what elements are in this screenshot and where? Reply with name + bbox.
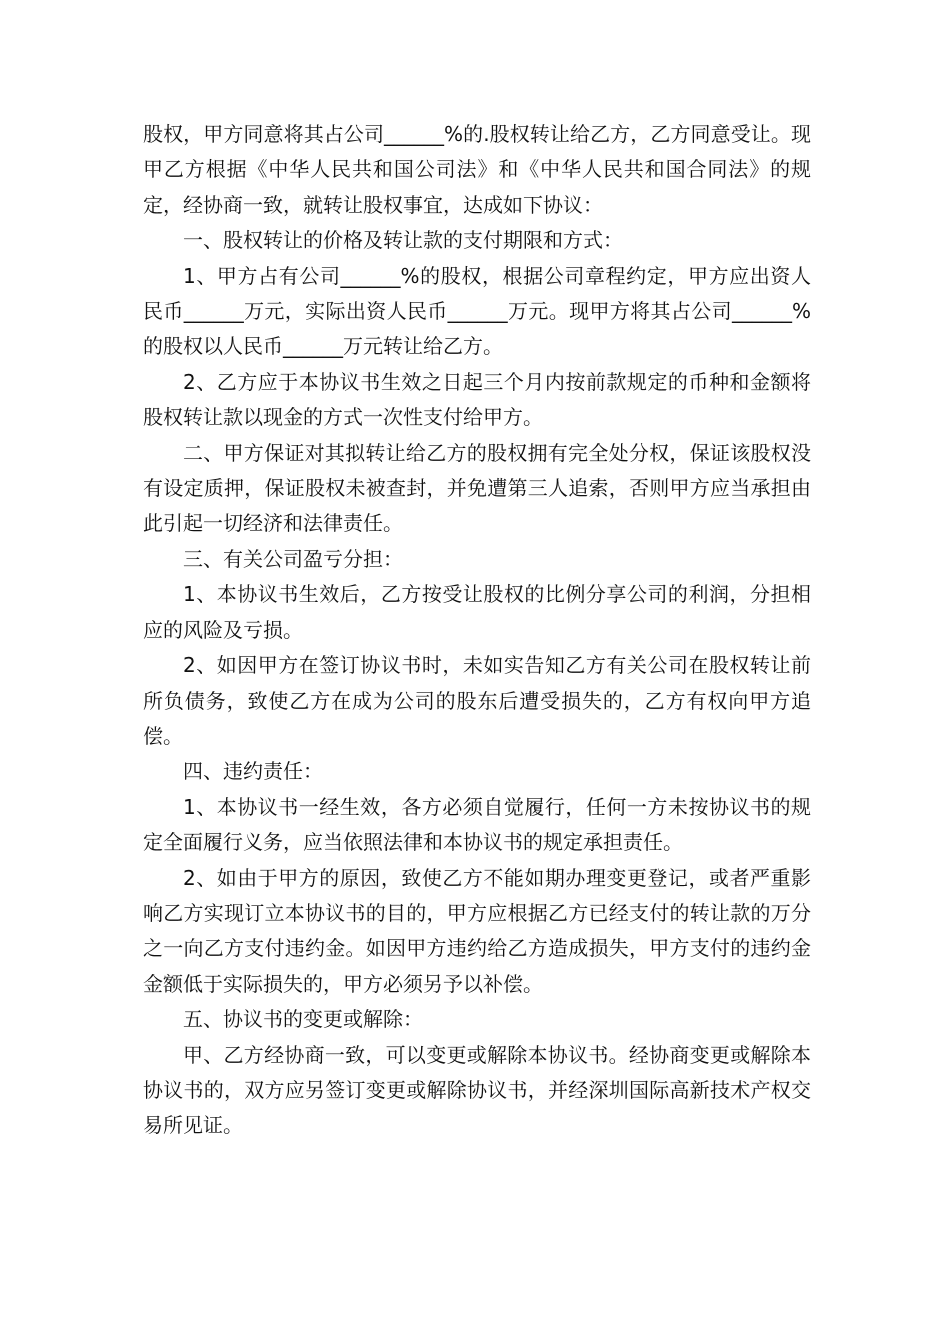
clause-3-1-profit-share: 1、本协议书生效后，乙方按受让股权的比例分享公司的利润，分担相应的风险及亏损。 (143, 582, 811, 642)
paragraph-intro: 股权，甲方同意将其占公司______%的.股权转让给乙方，乙方同意受让。现甲乙方根据《中华人民共和国公司法》和《中华人民共和国合同法》的规定，经协商一致，就转让股权事宜，达成如下协议： (143, 122, 811, 217)
section-2-warranty: 二、甲方保证对其拟转让给乙方的股权拥有完全处分权，保证该股权没有设定质押，保证股权未被查封，并免遭第三人追索，否则甲方应当承担由此引起一切经济和法律责任。 (143, 440, 811, 536)
clause-5-amendment: 甲、乙方经协商一致，可以变更或解除本协议书。经协商变更或解除本协议书的，双方应另签订变更或解除协议书，并经深圳国际高新技术产权交易所见证。 (143, 1042, 811, 1138)
clause-4-1-performance: 1、本协议书一经生效，各方必须自觉履行，任何一方未按协议书的规定全面履行义务，应当依照法律和本协议书的规定承担责任。 (143, 794, 811, 855)
agreement-body (143, 117, 811, 1144)
clause-1-1-capital: 1、甲方占有公司______%的股权，根据公司章程约定，甲方应出资人民币______万元，实际出资人民币______万元。现甲方将其占公司______%的股权以人民币______万元转让给乙方。 (143, 263, 811, 359)
section-heading-price-payment: 一、股权转让的价格及转让款的支付期限和方式： (183, 228, 623, 253)
clause-1-2-payment: 2、乙方应于本协议书生效之日起三个月内按前款规定的币种和金额将股权转让款以现金的方式一次性支付给甲方。 (143, 369, 811, 430)
clause-4-2-penalty: 2、如由于甲方的原因，致使乙方不能如期办理变更登记，或者严重影响乙方实现订立本协议书的目的，甲方应根据乙方已经支付的转让款的万分之一向乙方支付违约金。如因甲方违约给乙方造成损失，甲方支付的违约金金额低于实际损失的，甲方必须另予以补偿。 (143, 865, 811, 996)
section-heading-liability: 四、违约责任： (183, 759, 323, 784)
section-heading-profit-loss: 三、有关公司盈亏分担： (183, 546, 403, 571)
clause-3-2-debt-recourse: 2、如因甲方在签订协议书时，未如实告知乙方有关公司在股权转让前所负债务，致使乙方在成为公司的股东后遭受损失的，乙方有权向甲方追偿。 (143, 653, 811, 748)
section-heading-amendment: 五、协议书的变更或解除： (183, 1007, 423, 1032)
